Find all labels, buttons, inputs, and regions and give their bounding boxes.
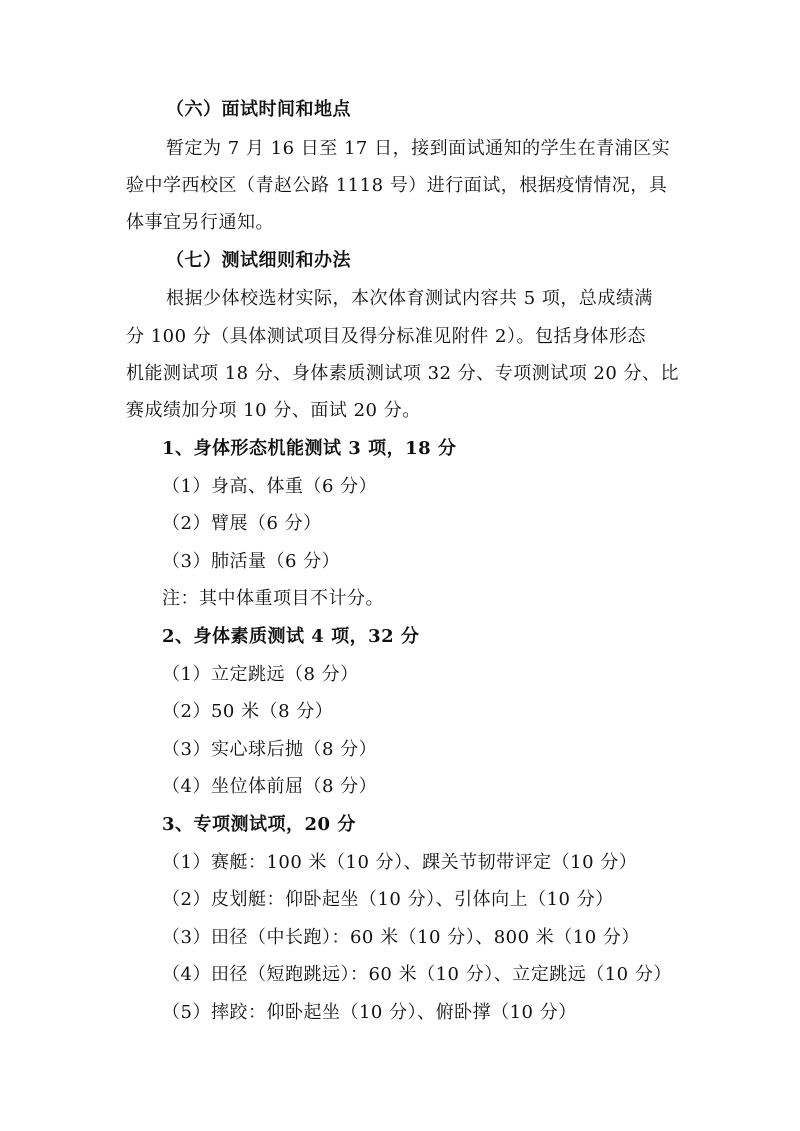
part2-heading: 2、身体素质测试 4 项，32 分 — [162, 626, 420, 647]
part3-item: （3）田径（中长跑）：60 米（10 分）、800 米（10 分） — [162, 927, 640, 948]
section6-para-line: 暂定为 7 月 16 日至 17 日，接到面试通知的学生在青浦区实 — [166, 138, 671, 159]
section7-para-line: 赛成绩加分项 10 分、面试 20 分。 — [126, 400, 421, 421]
part2-item: （1）立定跳远（8 分） — [162, 664, 359, 685]
section7-para-line: 分 100 分（具体测试项目及得分标准见附件 2）。包括身体形态 — [126, 326, 646, 347]
part3-item: （2）皮划艇：仰卧起坐（10 分）、引体向上（10 分） — [162, 889, 614, 910]
part2-item: （4）坐位体前屈（8 分） — [162, 776, 378, 797]
part1-heading: 1、身体形态机能测试 3 项，18 分 — [162, 438, 457, 459]
section7-heading: （七）测试细则和办法 — [166, 250, 351, 271]
section6-para-line: 验中学西校区（青赵公路 1118 号）进行面试，根据疫情情况，具 — [126, 175, 668, 196]
part3-item: （4）田径（短跑跳远）：60 米（10 分）、立定跳远（10 分） — [162, 964, 672, 985]
part3-heading: 3、专项测试项，20 分 — [162, 814, 356, 835]
section6-heading: （六）面试时间和地点 — [166, 99, 351, 120]
part1-note: 注：其中体重项目不计分。 — [162, 588, 384, 609]
part1-item: （2）臂展（6 分） — [162, 513, 322, 534]
part1-item: （3）肺活量（6 分） — [162, 551, 341, 572]
part2-item: （2）50 米（8 分） — [162, 701, 334, 722]
section7-para-line: 机能测试项 18 分、身体素质测试项 32 分、专项测试项 20 分、比 — [126, 363, 680, 384]
part1-item: （1）身高、体重（6 分） — [162, 476, 378, 497]
part2-item: （3）实心球后抛（8 分） — [162, 739, 378, 760]
part3-item: （1）赛艇：100 米（10 分）、踝关节韧带评定（10 分） — [162, 852, 638, 873]
section7-para-line: 根据少体校选材实际，本次体育测试内容共 5 项，总成绩满 — [166, 288, 653, 309]
section6-para-line: 体事宜另行通知。 — [126, 212, 274, 233]
part3-item: （5）摔跤：仰卧起坐（10 分）、俯卧撑（10 分） — [162, 1002, 577, 1023]
